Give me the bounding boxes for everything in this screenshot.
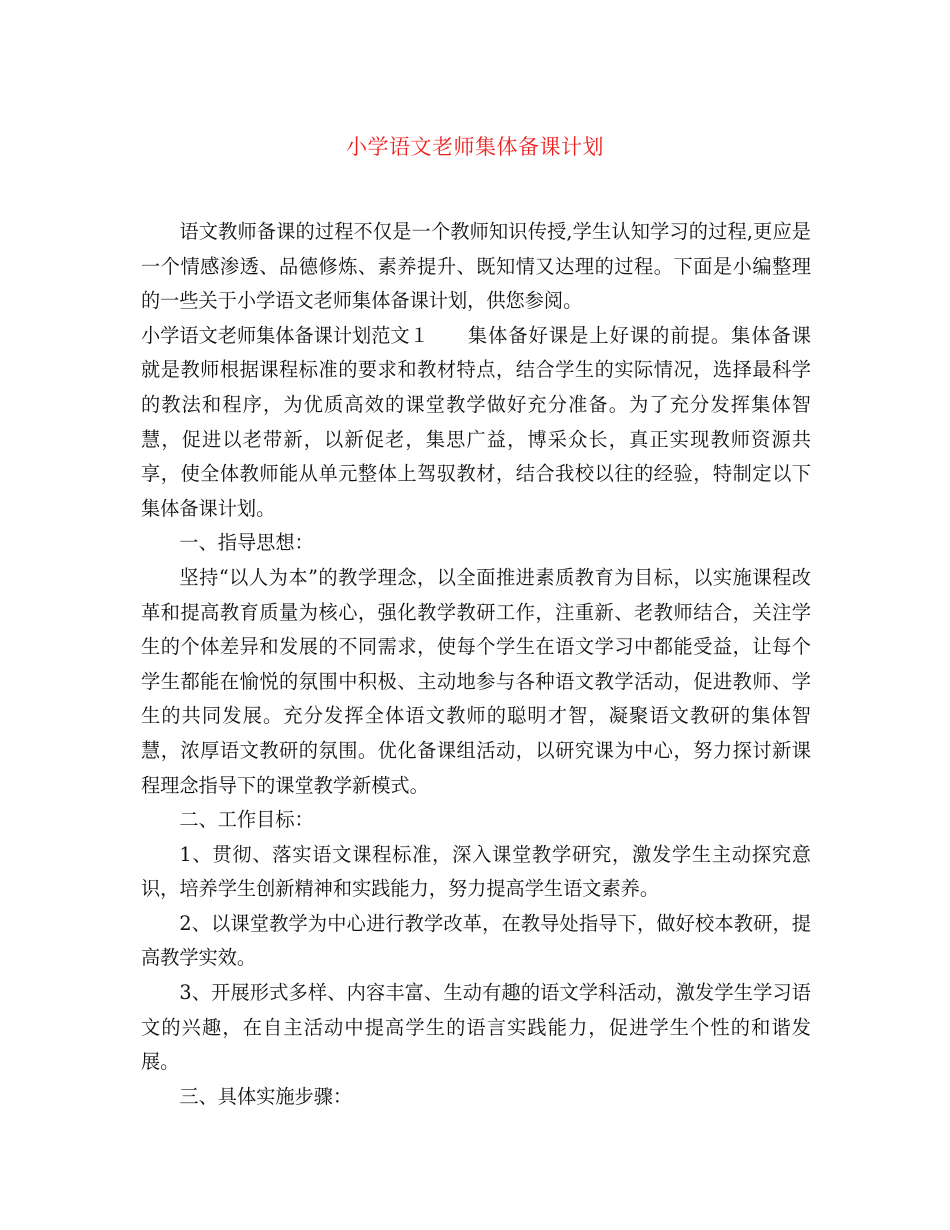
document-title: 小学语文老师集体备课计划 bbox=[346, 135, 604, 159]
goal-item-2: 2、以课堂教学为中心进行教学改革，在教导处指导下，做好校本教研，提高教学实效。 bbox=[141, 911, 811, 970]
goal-item-3: 3、开展形式多样、内容丰富、生动有趣的语文学科活动，激发学生学习语文的兴趣，在自主活动中提高学生的语言实践能力，促进学生个性的和谐发展。 bbox=[141, 981, 811, 1074]
goal-item-1: 1、贯彻、落实语文课程标准，深入课堂教学研究，激发学生主动探究意识，培养学生创新精神和实践能力，努力提高学生语文素养。 bbox=[141, 842, 811, 901]
section-heading-implementation-steps: 三、具体实施步骤： bbox=[179, 1084, 353, 1108]
sample-heading: 小学语文老师集体备课计划范文１ bbox=[141, 323, 429, 347]
document-body bbox=[141, 215, 811, 1114]
section-heading-guiding-thought: 一、指导思想： bbox=[179, 531, 314, 555]
sample-lead-text: 集体备好课是上好课的前提。集体备课就是教师根据课程标准的要求和教材特点，结合学生的实际情况，选择最科学的教法和程序，为优质高效的课堂教学做好充分准备。为了充分发挥集体智慧，促进以老带新，以新促老，集思广益，博采众长，真正实现教师资源共享，使全体教师能从单元整体上驾驭教材，结合我校以往的经验，特制定以下集体备课计划。 bbox=[141, 323, 811, 520]
section-heading-work-goals: 二、工作目标： bbox=[179, 808, 314, 832]
guiding-thought-paragraph: 坚持“以人为本”的教学理念，以全面推进素质教育为目标，以实施课程改革和提高教育质量为核心，强化教学教研工作，注重新、老教师结合，关注学生的个体差异和发展的不同需求，使每个学生在语文学习中都能受益，让每个学生都能在愉悦的氛围中积极、主动地参与各种语文教学活动，促进教师、学生的共同发展。充分发挥全体语文教师的聪明才智，凝聚语文教研的集体智慧，浓厚语文教研的氛围。优化备课组活动，以研究课为中心，努力探讨新课程理念指导下的课堂教学新模式。 bbox=[141, 565, 811, 797]
intro-paragraph: 语文教师备课的过程不仅是一个教师知识传授,学生认知学习的过程,更应是一个情感渗透、品德修炼、素养提升、既知情又达理的过程。下面是小编整理的一些关于小学语文老师集体备课计划，供您参阅。 bbox=[141, 220, 811, 313]
sample-paragraph bbox=[141, 319, 811, 527]
